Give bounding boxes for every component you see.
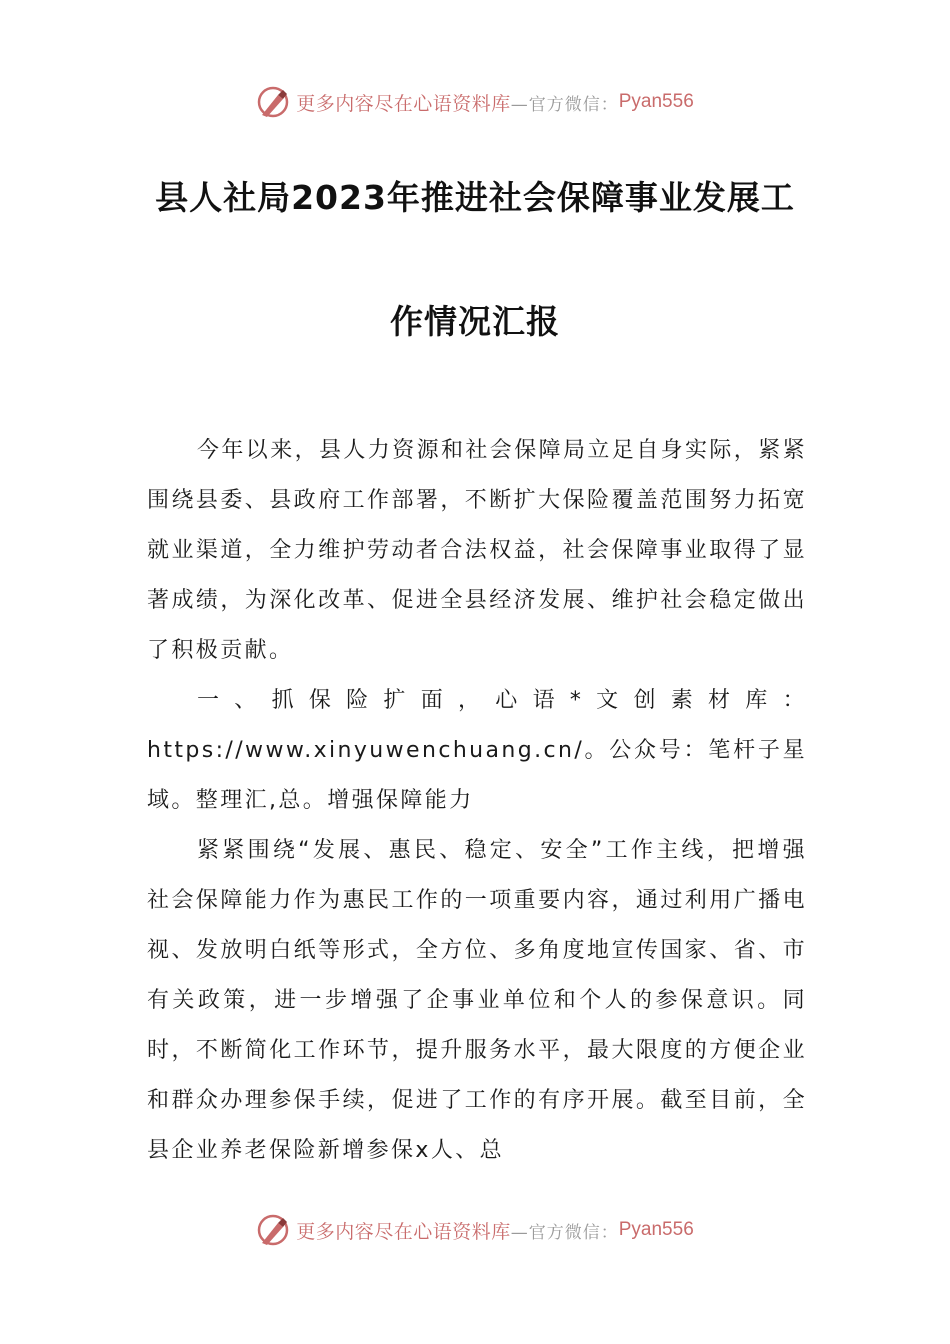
banner-separator: —官方微信： [510,94,619,115]
document-title-line-2: 作情况汇报 [390,302,560,341]
paragraph-details: 紧紧围绕“发展、惠民、稳定、安全”工作主线，把增强社会保障能力作为惠民工作的一项重要内容，通过利用广播电视、发放明白纸等形式，全方位、多角度地宣传国家、省、市有关政策，进一步增强了企事业单位和个人的参保意识。同时，不断简化工作环节，提升服务水平，最大限度的方便企业和群众办理参保手续，促进了工作的有序开展。截至目前，全县企业养老保险新增参保x人、总 [147,838,807,1163]
banner-wechat-id: Pyan556 [618,1219,694,1240]
pen-logo-icon [256,1213,290,1247]
header-watermark-banner [0,82,950,122]
document-title-line-1: 县人社局2023年推进社会保障事业发展工 [155,178,795,217]
banner-wechat-id: Pyan556 [618,91,694,112]
banner-separator: —官方微信： [510,1222,619,1243]
document-body [147,426,807,1176]
pen-logo-icon [256,85,290,119]
paragraph-intro: 今年以来，县人力资源和社会保障局立足自身实际，紧紧围绕县委、县政府工作部署，不断扩大保险覆盖范围努力拓宽就业渠道，全力维护劳动者合法权益，社会保障事业取得了显著成绩，为深化改革、促进全县经济发展、维护社会稳定做出了积极贡献。 [147,438,808,663]
paragraph-section-heading: 一、抓保险扩面，心语*文创素材库：https://www.xinyuwenchuang.cn/。公众号：笔杆子星域。整理汇,总。增强保障能力 [147,688,807,813]
banner-text: 更多内容尽在心语资料库 [296,92,511,115]
footer-watermark-banner [0,1210,950,1250]
banner-text: 更多内容尽在心语资料库 [296,1220,511,1243]
